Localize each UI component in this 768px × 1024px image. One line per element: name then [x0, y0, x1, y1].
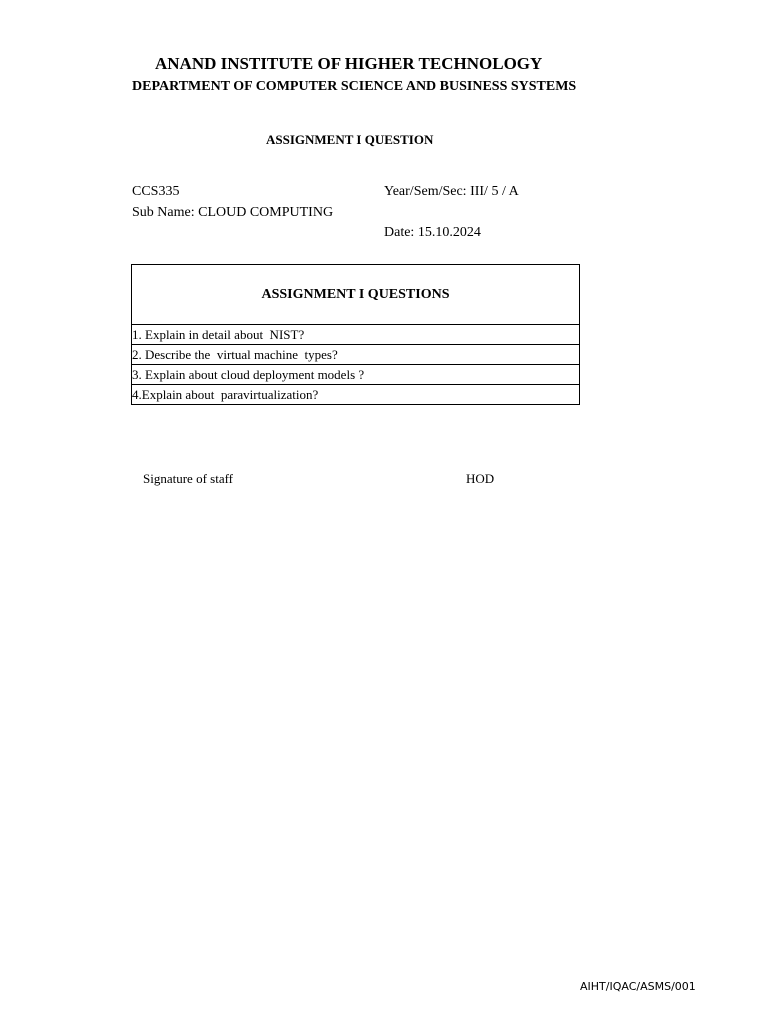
assignment-date: Date: 15.10.2024: [384, 225, 481, 240]
hod-signature-label: HOD: [466, 471, 495, 486]
table-row: [132, 385, 580, 405]
subject-name: Sub Name: CLOUD COMPUTING: [132, 205, 334, 220]
question-2: 2. Describe the virtual machine types?: [132, 345, 580, 365]
institute-name: ANAND INSTITUTE OF HIGHER TECHNOLOGY: [155, 54, 543, 73]
document-code: AIHT/IQAC/ASMS/001: [580, 980, 696, 993]
table-title: ASSIGNMENT I QUESTIONS: [132, 265, 580, 325]
question-1: 1. Explain in detail about NIST?: [132, 325, 580, 345]
question-4: 4.Explain about paravirtualization?: [132, 385, 580, 405]
table-header-row: [132, 265, 580, 325]
table-row: [132, 325, 580, 345]
assignment-heading: ASSIGNMENT I QUESTION: [266, 132, 434, 147]
staff-signature-label: Signature of staff: [143, 471, 234, 486]
table-row: [132, 345, 580, 365]
course-code: CCS335: [132, 184, 180, 199]
year-sem-sec: Year/Sem/Sec: III/ 5 / A: [384, 184, 519, 199]
questions-table: [131, 264, 580, 405]
question-3: 3. Explain about cloud deployment models ?: [132, 365, 580, 385]
table-row: [132, 365, 580, 385]
department-name: DEPARTMENT OF COMPUTER SCIENCE AND BUSINESS SYSTEMS: [132, 79, 577, 94]
